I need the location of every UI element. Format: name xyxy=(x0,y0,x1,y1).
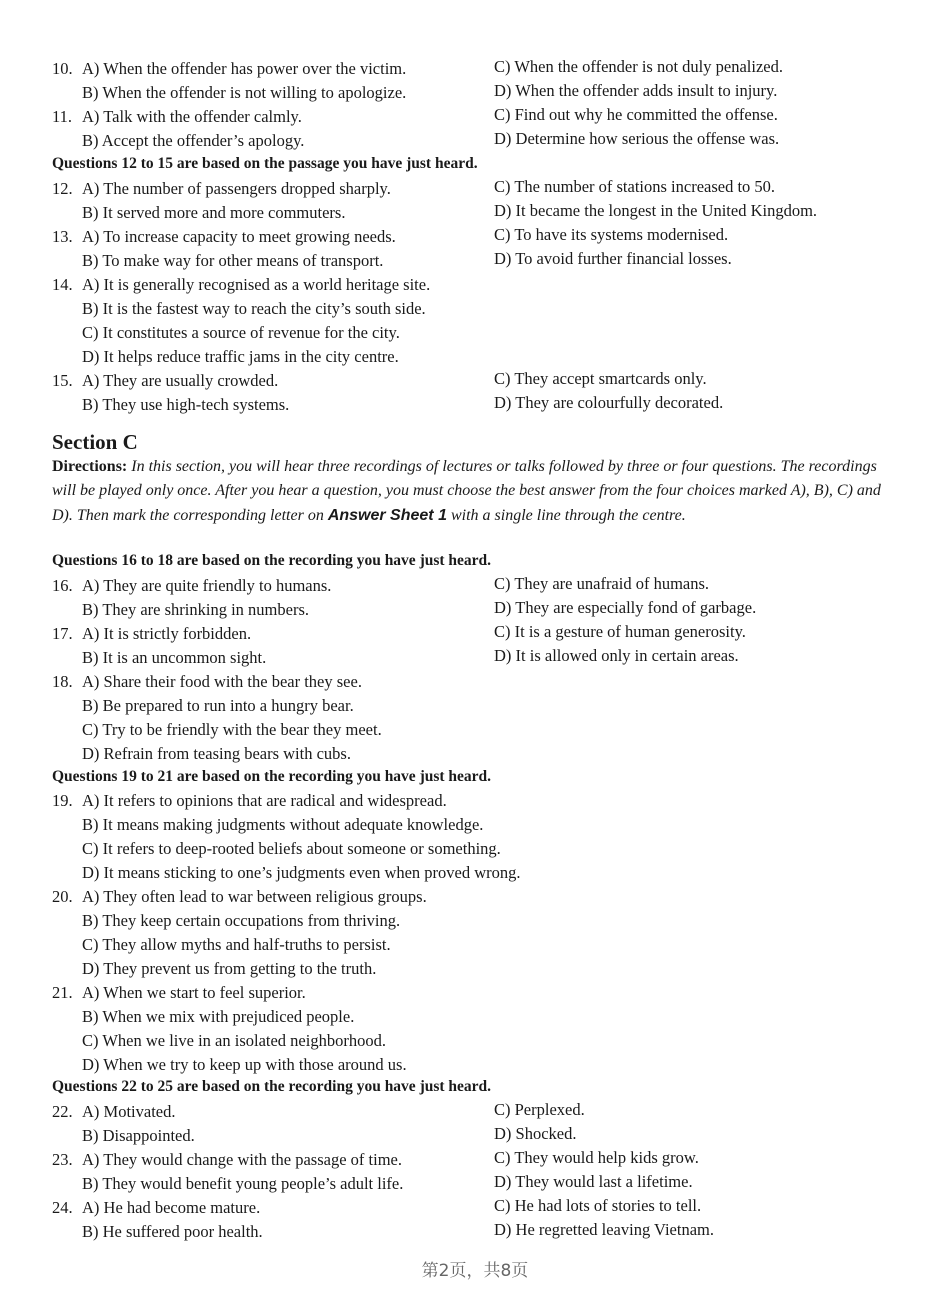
question-number: 17. xyxy=(52,624,73,643)
directions-tail: with a single line through the centre. xyxy=(446,506,686,524)
question-16-option-c: C) They are unafraid of humans. xyxy=(494,574,710,593)
question-number: 20. xyxy=(52,887,73,906)
question-16-option-a xyxy=(52,576,331,596)
question-10-option-d: D) When the offender adds insult to injury. xyxy=(494,81,778,100)
question-11-option-d: D) Determine how serious the offense was. xyxy=(494,129,780,148)
question-17-option-d: D) It is allowed only in certain areas. xyxy=(494,646,739,665)
option-text: A) Share their food with the bear they see. xyxy=(82,672,362,691)
question-18-option-d: D) Refrain from teasing bears with cubs. xyxy=(82,744,351,763)
question-12-option-a xyxy=(52,179,391,199)
question-20-option-d: D) They prevent us from getting to the truth. xyxy=(82,959,377,978)
section-c-directions xyxy=(52,455,882,528)
question-22-option-c: C) Perplexed. xyxy=(494,1100,585,1119)
option-text: A) Talk with the offender calmly. xyxy=(82,107,302,126)
question-17-option-b: B) It is an uncommon sight. xyxy=(82,648,267,667)
question-21-option-a xyxy=(52,983,306,1003)
question-24-option-c: C) He had lots of stories to tell. xyxy=(494,1196,702,1215)
question-22-option-d: D) Shocked. xyxy=(494,1124,577,1143)
directions-text: In this section, you will hear three recordings of lectures or talks followed by three or four questions. The recordings will be played only once. After you hear a question, you must choose the best answer from the four choices marked A), B), C) and D). Then mark the corresponding letter on xyxy=(52,458,881,524)
question-10-option-b: B) When the offender is not willing to apologize. xyxy=(82,83,407,102)
question-number: 24. xyxy=(52,1198,73,1217)
question-15-option-a xyxy=(52,371,278,391)
question-number: 16. xyxy=(52,576,73,595)
question-number: 15. xyxy=(52,371,73,390)
question-14-option-b: B) It is the fastest way to reach the city’s south side. xyxy=(82,299,426,318)
question-23-option-b: B) They would benefit young people’s adult life. xyxy=(82,1174,404,1193)
question-20-option-c: C) They allow myths and half-truths to persist. xyxy=(82,935,391,954)
question-number: 18. xyxy=(52,672,73,691)
question-number: 14. xyxy=(52,275,73,294)
question-22-option-b: B) Disappointed. xyxy=(82,1126,195,1145)
question-20-option-a xyxy=(52,887,427,907)
question-24-option-d: D) He regretted leaving Vietnam. xyxy=(494,1220,714,1239)
question-12-option-b: B) It served more and more commuters. xyxy=(82,203,346,222)
question-11-option-a xyxy=(52,107,302,127)
question-12-option-c: C) The number of stations increased to 50. xyxy=(494,177,776,196)
option-text: A) They would change with the passage of time. xyxy=(82,1150,402,1169)
question-17-option-c: C) It is a gesture of human generosity. xyxy=(494,622,746,641)
question-24-option-a xyxy=(52,1198,260,1218)
directions-label: Directions: xyxy=(52,458,128,475)
question-18-option-b: B) Be prepared to run into a hungry bear. xyxy=(82,696,354,715)
questions-12-15-heading: Questions 12 to 15 are based on the passage you have just heard. xyxy=(52,155,478,172)
option-text: A) It is generally recognised as a world heritage site. xyxy=(82,275,431,294)
questions-19-21-heading: Questions 19 to 21 are based on the recording you have just heard. xyxy=(52,768,492,785)
question-19-option-b: B) It means making judgments without adequate knowledge. xyxy=(82,815,484,834)
question-13-option-b: B) To make way for other means of transport. xyxy=(82,251,384,270)
question-number: 10. xyxy=(52,59,73,78)
question-18-option-a xyxy=(52,672,362,692)
option-text: A) The number of passengers dropped sharply. xyxy=(82,179,391,198)
question-number: 13. xyxy=(52,227,73,246)
page-footer: 第2页，共8页 xyxy=(421,1261,529,1281)
question-23-option-a xyxy=(52,1150,402,1170)
option-text: A) They often lead to war between religious groups. xyxy=(82,887,427,906)
question-21-option-d: D) When we try to keep up with those around us. xyxy=(82,1055,407,1074)
question-19-option-a xyxy=(52,791,447,811)
question-number: 11. xyxy=(52,107,73,126)
option-text: A) To increase capacity to meet growing needs. xyxy=(82,227,396,246)
option-text: A) They are quite friendly to humans. xyxy=(82,576,332,595)
question-14-option-d: D) It helps reduce traffic jams in the city centre. xyxy=(82,347,399,366)
question-number: 21. xyxy=(52,983,73,1002)
question-19-option-d: D) It means sticking to one’s judgments even when proved wrong. xyxy=(82,863,521,882)
question-10-option-a xyxy=(52,59,406,79)
questions-16-18-heading: Questions 16 to 18 are based on the recording you have just heard. xyxy=(52,552,492,569)
question-18-option-c: C) Try to be friendly with the bear they meet. xyxy=(82,720,382,739)
question-13-option-c: C) To have its systems modernised. xyxy=(494,225,729,244)
question-20-option-b: B) They keep certain occupations from thriving. xyxy=(82,911,401,930)
question-19-option-c: C) It refers to deep-rooted beliefs about someone or something. xyxy=(82,839,501,858)
question-11-option-c: C) Find out why he committed the offense. xyxy=(494,105,778,124)
question-11-option-b: B) Accept the offender’s apology. xyxy=(82,131,305,150)
question-13-option-d: D) To avoid further financial losses. xyxy=(494,249,732,268)
section-c-title: Section C xyxy=(52,430,138,454)
question-23-option-c: C) They would help kids grow. xyxy=(494,1148,699,1167)
question-12-option-d: D) It became the longest in the United Kingdom. xyxy=(494,201,818,220)
option-text: A) It is strictly forbidden. xyxy=(82,624,252,643)
question-14-option-a xyxy=(52,275,430,295)
question-15-option-b: B) They use high-tech systems. xyxy=(82,395,290,414)
question-15-option-d: D) They are colourfully decorated. xyxy=(494,393,724,412)
question-22-option-a xyxy=(52,1102,175,1122)
question-24-option-b: B) He suffered poor health. xyxy=(82,1222,263,1241)
question-number: 23. xyxy=(52,1150,73,1169)
question-number: 22. xyxy=(52,1102,73,1121)
question-21-option-c: C) When we live in an isolated neighborhood. xyxy=(82,1031,386,1050)
option-text: A) He had become mature. xyxy=(82,1198,261,1217)
question-number: 19. xyxy=(52,791,73,810)
question-15-option-c: C) They accept smartcards only. xyxy=(494,369,707,388)
question-16-option-b: B) They are shrinking in numbers. xyxy=(82,600,309,619)
question-16-option-d: D) They are especially fond of garbage. xyxy=(494,598,757,617)
question-23-option-d: D) They would last a lifetime. xyxy=(494,1172,693,1191)
option-text: A) It refers to opinions that are radical and widespread. xyxy=(82,791,447,810)
questions-22-25-heading: Questions 22 to 25 are based on the recording you have just heard. xyxy=(52,1078,492,1095)
option-text: A) They are usually crowded. xyxy=(82,371,279,390)
option-text: A) When we start to feel superior. xyxy=(82,983,306,1002)
option-text: A) Motivated. xyxy=(82,1102,176,1121)
option-text: A) When the offender has power over the victim. xyxy=(82,59,407,78)
question-number: 12. xyxy=(52,179,73,198)
question-17-option-a xyxy=(52,624,251,644)
question-14-option-c: C) It constitutes a source of revenue for the city. xyxy=(82,323,400,342)
question-21-option-b: B) When we mix with prejudiced people. xyxy=(82,1007,355,1026)
question-13-option-a xyxy=(52,227,396,247)
answer-sheet-label: Answer Sheet 1 xyxy=(327,506,447,524)
question-10-option-c: C) When the offender is not duly penalized. xyxy=(494,57,783,76)
